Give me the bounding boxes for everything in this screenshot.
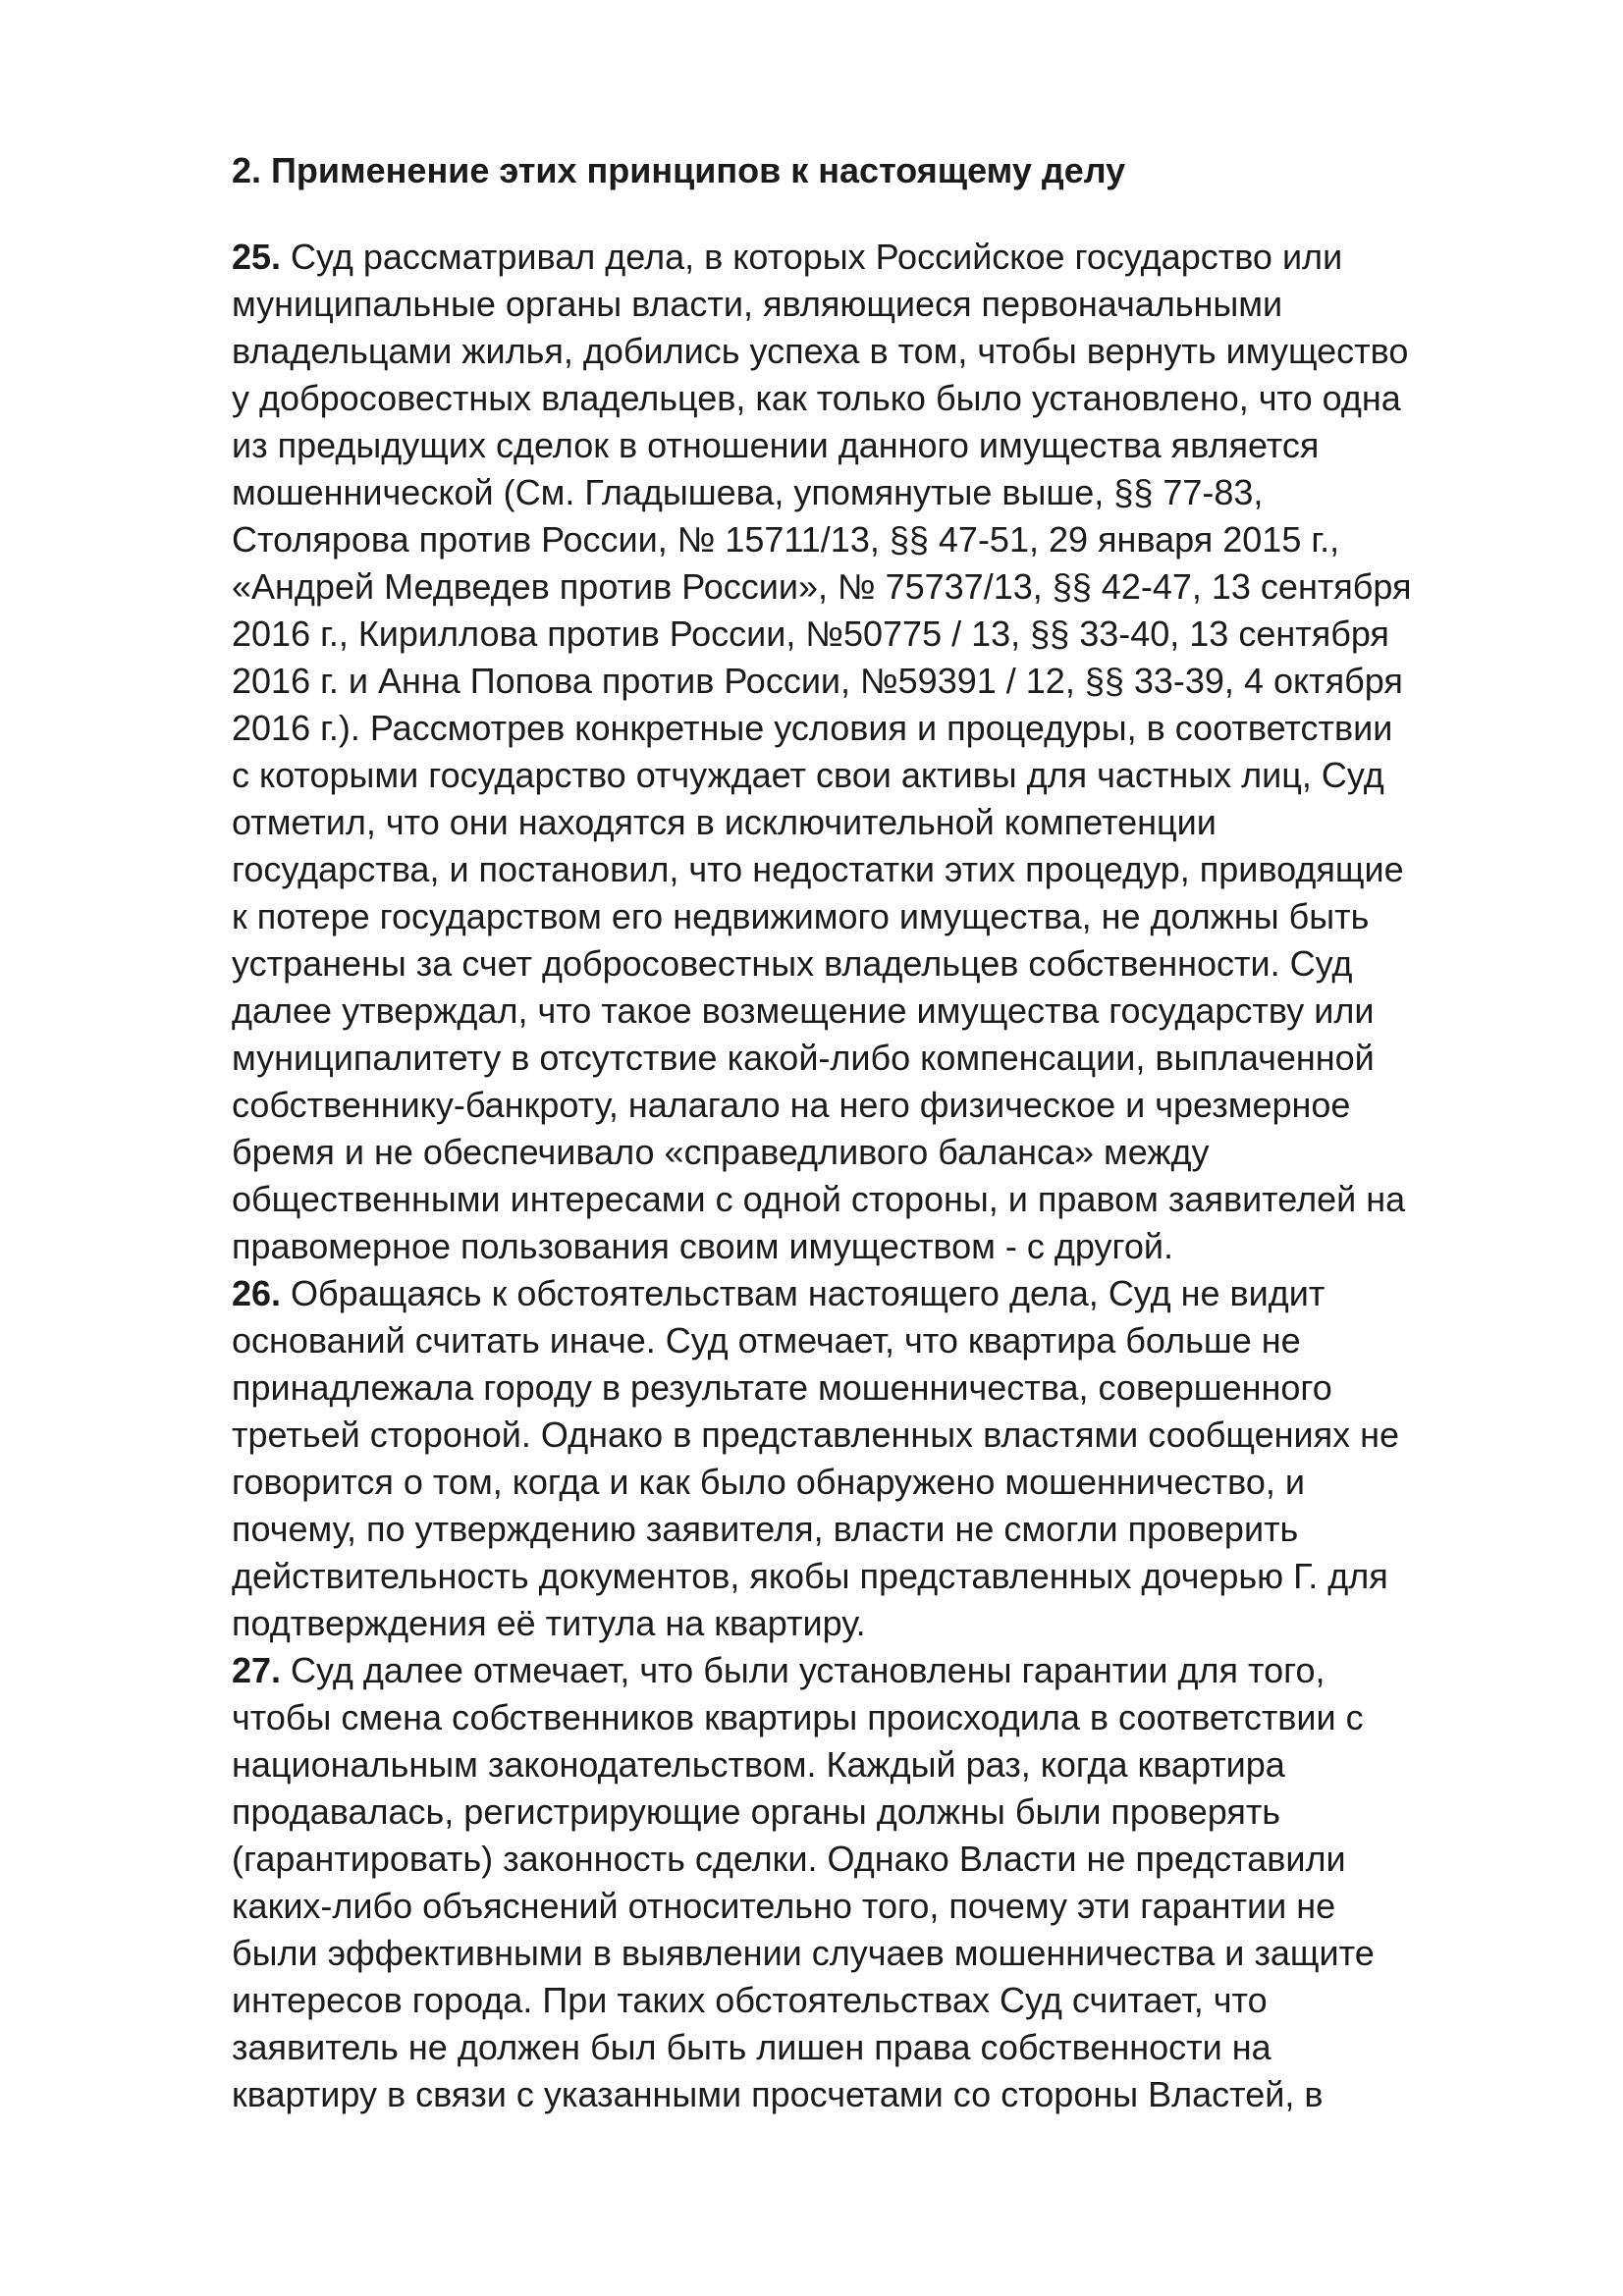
text-line: муниципалитету в отсутствие какой-либо компенсации, выплаченной [232,1038,1375,1078]
text-line: заявитель не должен был быть лишен права собственности на [232,2027,1271,2067]
text-line: далее утверждал, что такое возмещение имущества государству или [232,990,1375,1031]
text-line: 26. Обращаясь к обстоятельствам настоящего дела, Суд не видит [232,1273,1325,1313]
text-line: собственнику-банкроту, налагало на него физическое и чрезмерное [232,1085,1351,1125]
text-line: каких-либо объяснений относительно того, почему эти гарантии не [232,1886,1336,1926]
text-line: 2016 г.). Рассмотрев конкретные условия и процедуры, в соответствии [232,708,1393,748]
text-line: 27. Суд далее отмечает, что были установлены гарантии для того, [232,1650,1325,1690]
text-line: действительность документов, якобы представленных дочерью Г. для [232,1556,1388,1596]
text-line: национальным законодательством. Каждый раз, когда квартира [232,1744,1285,1785]
text-line: с которыми государство отчуждает свои активы для частных лиц, Суд [232,755,1384,795]
text-line: почему, по утверждению заявителя, власти не смогли проверить [232,1509,1299,1549]
paragraph-number: 26. [232,1273,282,1313]
paragraph-27 [232,1647,1528,2118]
text-line: правомерное пользования своим имуществом - с другой. [232,1226,1174,1266]
paragraph-26 [232,1270,1528,1647]
text-line: муниципальные органы власти, являющиеся первоначальными [232,284,1283,324]
text-line: государства, и постановил, что недостатки этих процедур, приводящие [232,849,1404,889]
text-line: принадлежала городу в результате мошенничества, совершенного [232,1367,1332,1408]
text-line: устранены за счет добросовестных владельцев собственности. Суд [232,943,1353,984]
paragraph-number: 27. [232,1650,282,1690]
text-line: бремя и не обеспечивало «справедливого баланса» между [232,1132,1210,1172]
text-line: у добросовестных владельцев, как только было установлено, что одна [232,378,1401,418]
text-line: общественными интересами с одной стороны, и правом заявителей на [232,1179,1406,1219]
body-text [232,234,1528,2118]
section-heading: 2. Применение этих принципов к настоящему делу [232,150,1126,190]
text-line: говорится о том, когда и как было обнаружено мошенничество, и [232,1462,1306,1502]
document-page [232,147,1528,2118]
text-line: отметил, что они находятся в исключительной компетенции [232,802,1217,842]
text-line: чтобы смена собственников квартиры происходила в соответствии с [232,1697,1364,1737]
text-line: квартиру в связи с указанными просчетами со стороны Властей, в [232,2074,1324,2114]
text-line: к потере государством его недвижимого имущества, не должны быть [232,896,1370,936]
text-line: 2016 г., Кириллова против России, №50775 / 13, §§ 33-40, 13 сентября [232,614,1389,654]
text-line: третьей стороной. Однако в представленных властями сообщениях не [232,1415,1399,1455]
paragraph-25 [232,234,1528,1270]
text-line: из предыдущих сделок в отношении данного имущества является [232,425,1320,465]
text-line: (гарантировать) законность сделки. Однако Власти не представили [232,1839,1346,1879]
text-line: были эффективными в выявлении случаев мошенничества и защите [232,1933,1375,1973]
text-line: 25. Суд рассматривал дела, в которых Российское государство или [232,237,1343,277]
text-line: мошеннической (См. Гладышева, упомянутые выше, §§ 77-83, [232,472,1264,512]
text-line: «Андрей Медведев против России», № 75737/13, §§ 42-47, 13 сентября [232,566,1412,607]
text-line: 2016 г. и Анна Попова против России, №59391 / 12, §§ 33-39, 4 октября [232,661,1403,701]
text-line: Столярова против России, № 15711/13, §§ 47-51, 29 января 2015 г., [232,519,1340,560]
text-line: подтверждения её титула на квартиру. [232,1603,866,1643]
text-line: оснований считать иначе. Суд отмечает, что квартира больше не [232,1320,1301,1361]
text-line: продавалась, регистрирующие органы должны были проверять [232,1791,1281,1832]
paragraph-number: 25. [232,237,282,277]
text-line: интересов города. При таких обстоятельствах Суд считает, что [232,1980,1268,2020]
text-line: владельцами жилья, добились успеха в том, чтобы вернуть имущество [232,331,1409,371]
